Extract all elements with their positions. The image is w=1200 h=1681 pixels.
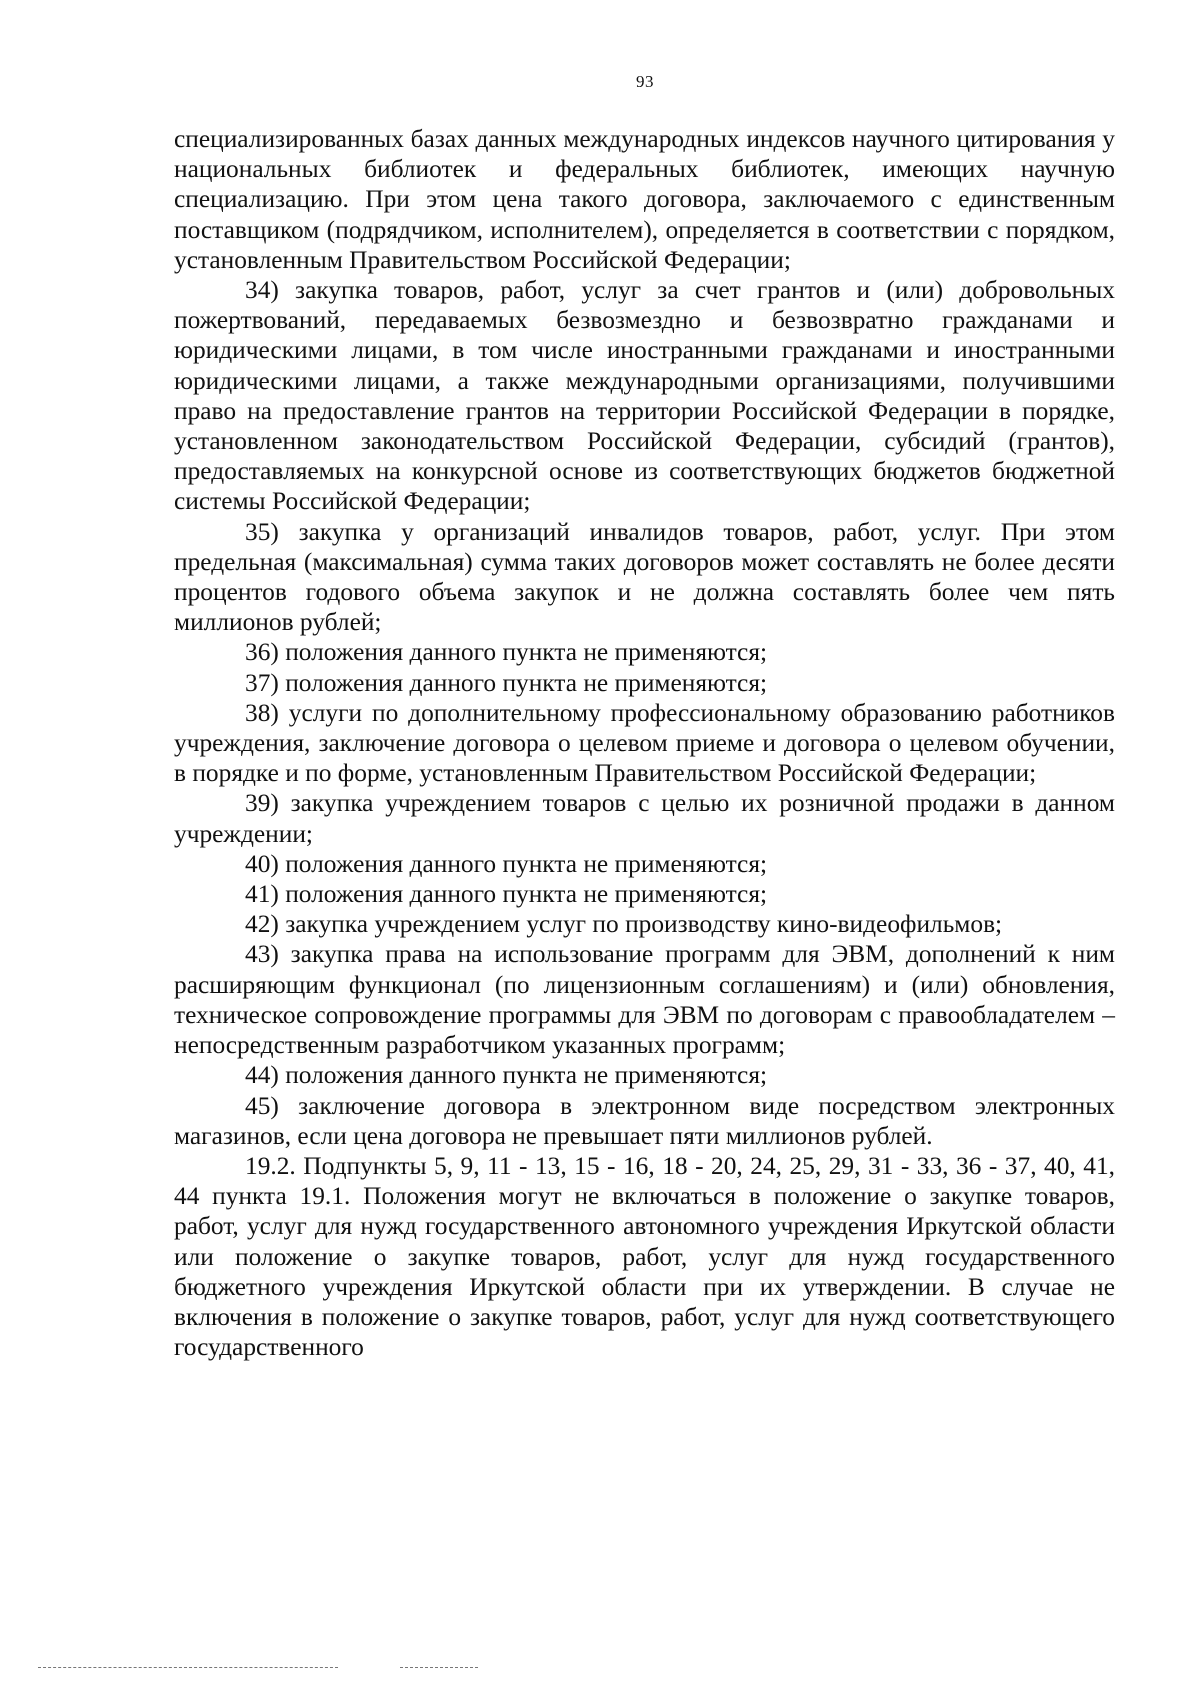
- paragraph-item-43: 43) закупка права на использование программ для ЭВМ, дополнений к ним расширяющим функционал (по лицензионным соглашениям) и (или) обновления, техническое сопровождение программы для ЭВМ по договорам с правообладателем – непосредственным разработчиком указанных программ;: [174, 940, 1115, 1060]
- page-number: 93: [636, 72, 654, 91]
- body-text: [174, 124, 1115, 1362]
- paragraph-item-40: 40) положения данного пункта не применяются;: [245, 849, 768, 878]
- paragraph-item-37: 37) положения данного пункта не применяются;: [245, 668, 768, 697]
- scan-edge-line: [38, 1667, 338, 1668]
- paragraph-item-38: 38) услуги по дополнительному профессиональному образованию работников учреждения, заключение договора о целевом приеме и договора о целевом обучении, в порядке и по форме, установленным Правительством Российской Федерации;: [174, 698, 1115, 788]
- scan-edge-line: [400, 1667, 478, 1668]
- paragraph-continuation: специализированных базах данных международных индексов научного цитирования у национальных библиотек и федеральных библиотек, имеющих научную специализацию. При этом цена такого договора, заключаемого с единственным поставщиком (подрядчиком, исполнителем), определяется в соответствии с порядком, установленным Правительством Российской Федерации;: [174, 125, 1115, 274]
- paragraph-item-44: 44) положения данного пункта не применяются;: [245, 1061, 768, 1090]
- paragraph-item-36: 36) положения данного пункта не применяются;: [245, 638, 768, 667]
- paragraph-item-34: 34) закупка товаров, работ, услуг за счет грантов и (или) добровольных пожертвований, передаваемых безвозмездно и безвозвратно гражданами и юридическими лицами, в том числе иностранными гражданами и иностранными юридическими лицами, а также международными организациями, получившими право на предоставление грантов на территории Российской Федерации в порядке, установленном законодательством Российской Федерации, субсидий (грантов), предоставляемых на конкурсной основе из соответствующих бюджетов бюджетной системы Российской Федерации;: [174, 276, 1115, 516]
- paragraph-item-35: 35) закупка у организаций инвалидов товаров, работ, услуг. При этом предельная (максимальная) сумма таких договоров может составлять не более десяти процентов годового объема закупок и не должна составлять более чем пять миллионов рублей;: [174, 517, 1115, 637]
- paragraph-item-41: 41) положения данного пункта не применяются;: [245, 880, 768, 909]
- paragraph-item-42: 42) закупка учреждением услуг по производству кино-видеофильмов;: [245, 910, 1003, 939]
- paragraph-section-19-2: 19.2. Подпункты 5, 9, 11 - 13, 15 - 16, 18 - 20, 24, 25, 29, 31 - 33, 36 - 37, 40, 41, 44 пункта 19.1. Положения могут не включаться в положение о закупке товаров, работ, услуг для нужд государственного автономного учреждения Иркутской области или положение о закупке товаров, работ, услуг для нужд государственного бюджетного учреждения Иркутской области при их утверждении. В случае не включения в положение о закупке товаров, работ, услуг для нужд соответствующего государственного: [174, 1151, 1115, 1362]
- paragraph-item-39: 39) закупка учреждением товаров с целью их розничной продажи в данном учреждении;: [174, 789, 1115, 848]
- paragraph-item-45: 45) заключение договора в электронном виде посредством электронных магазинов, если цена договора не превышает пяти миллионов рублей.: [174, 1091, 1115, 1150]
